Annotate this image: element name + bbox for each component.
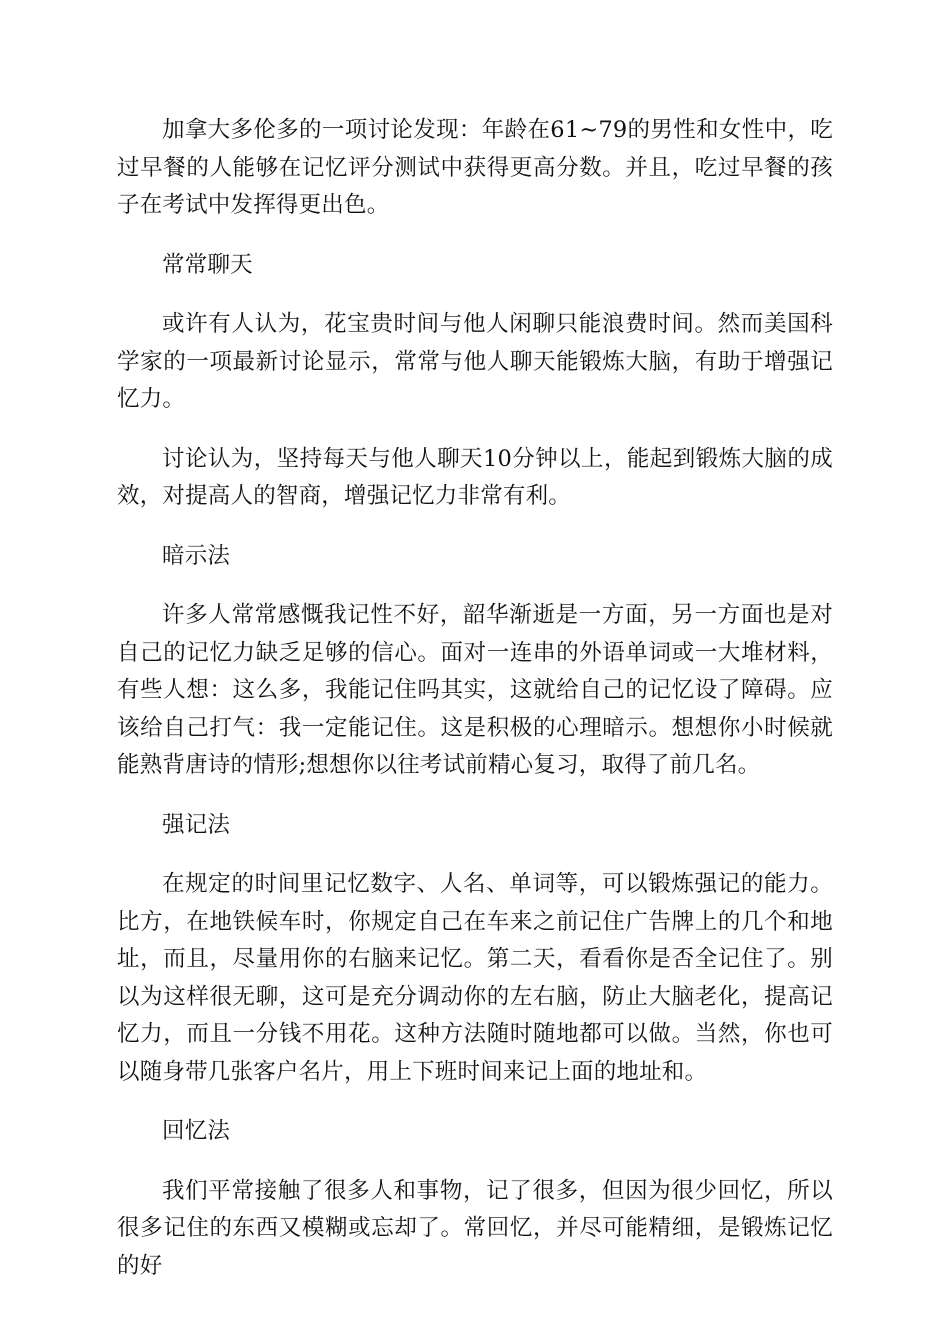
- paragraph-forced-memory-method: 在规定的时间里记忆数字、人名、单词等，可以锻炼强记的能力。比方，在地铁候车时，你规定自己在车来之前记住广告牌上的几个和地址，而且，尽量用你的右脑来记忆。第二天，看看你是否全记住了。别以为这样很无聊，这可是充分调动你的左右脑，防止大脑老化，提高记忆力，而且一分钱不用花。这种方法随时随地都可以做。当然，你也可以随身带几张客户名片，用上下班时间来记上面的地址和。: [117, 871, 833, 1085]
- section-heading-chatting: 常常聊天: [162, 251, 253, 278]
- paragraph-suggestion-method: 许多人常常感慨我记性不好，韶华渐逝是一方面，另一方面也是对自己的记忆力缺乏足够的信心。面对一连串的外语单词或一大堆材料，有些人想：这么多，我能记住吗其实，这就给自己的记忆设了障碍。应该给自己打气：我一定能记住。这是积极的心理暗示。想想你小时候就能熟背唐诗的情形;想想你以往考试前精心复习，取得了前几名。: [117, 602, 833, 778]
- paragraph-chatting-research: 或许有人认为，花宝贵时间与他人闲聊只能浪费时间。然而美国科学家的一项最新讨论显示，常常与他人聊天能锻炼大脑，有助于增强记忆力。: [117, 311, 833, 412]
- paragraph-chatting-benefit: 讨论认为，坚持每天与他人聊天10分钟以上，能起到锻炼大脑的成效，对提高人的智商，增强记忆力非常有利。: [117, 445, 833, 509]
- section-heading-suggestion: 暗示法: [162, 542, 231, 569]
- section-heading-forced-memory: 强记法: [162, 811, 231, 838]
- section-heading-recall: 回忆法: [162, 1118, 231, 1144]
- paragraph-recall-method: 我们平常接触了很多人和事物，记了很多，但因为很少回忆，所以很多记住的东西又模糊或忘却了。常回忆，并尽可能精细，是锻炼记忆的好: [117, 1177, 833, 1279]
- paragraph-breakfast-study: 加拿大多伦多的一项讨论发现：年龄在61~79的男性和女性中，吃过早餐的人能够在记忆评分测试中获得更高分数。并且，吃过早餐的孩子在考试中发挥得更出色。: [117, 117, 833, 218]
